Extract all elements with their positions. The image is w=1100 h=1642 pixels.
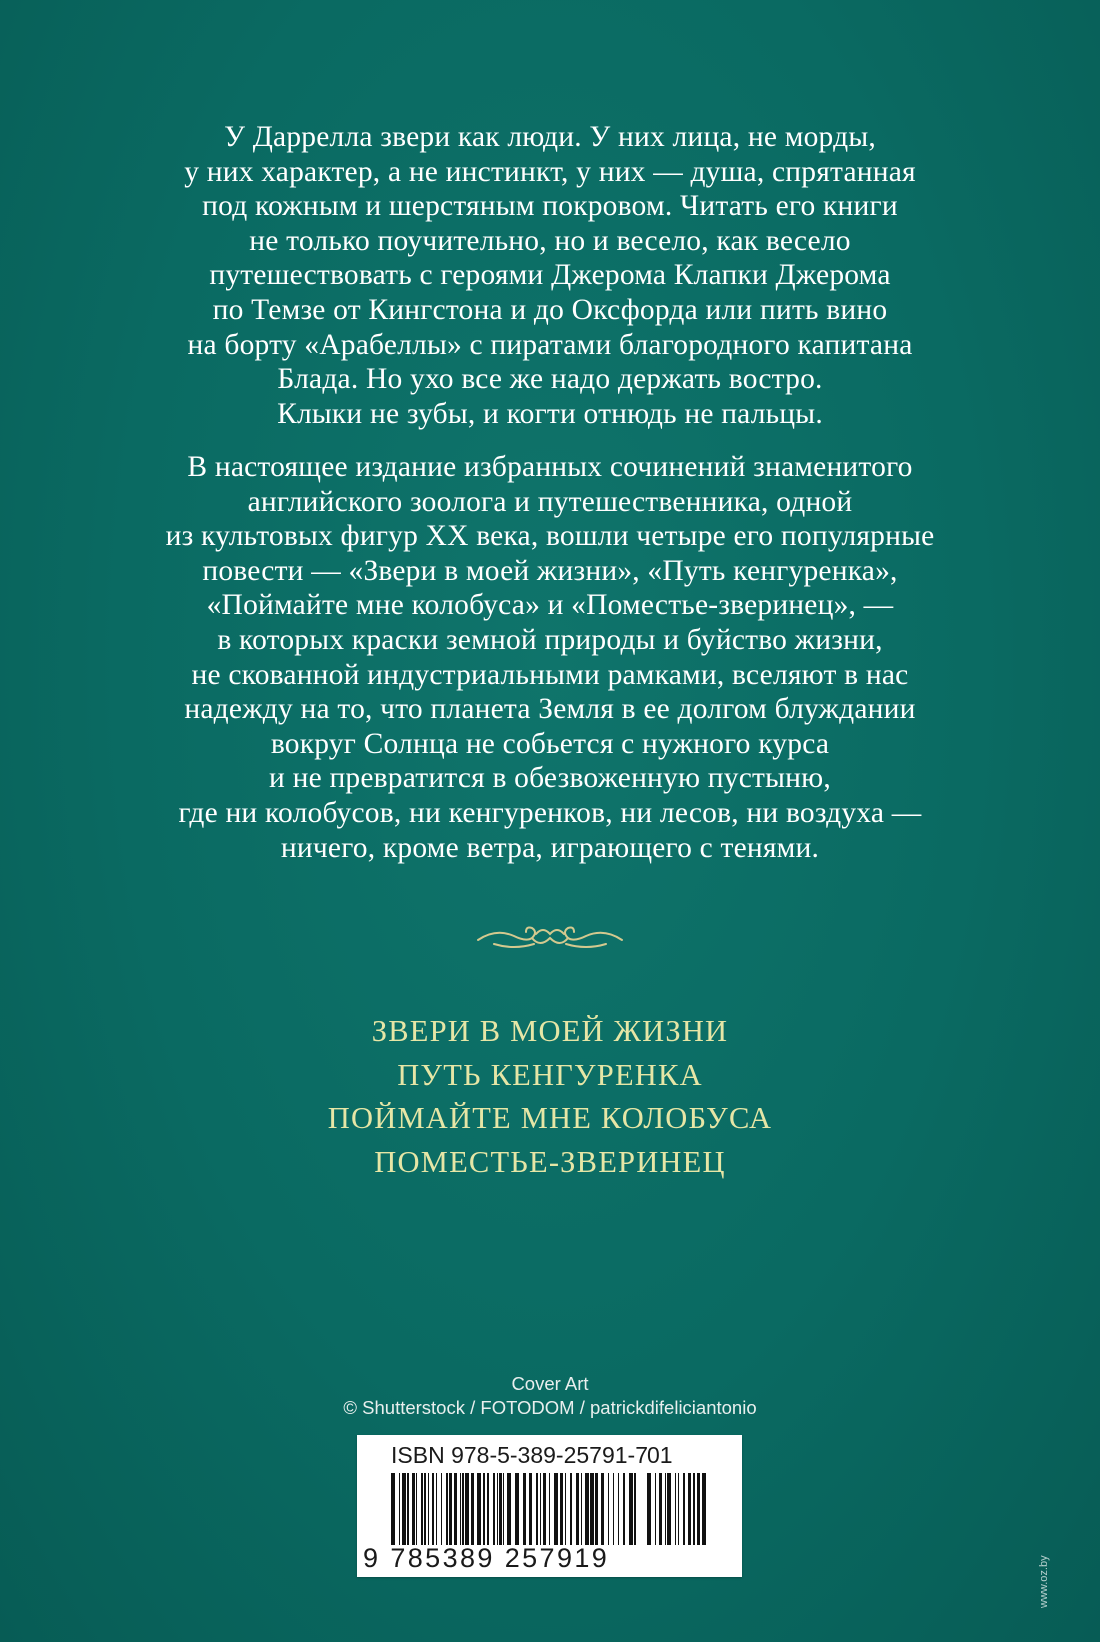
barcode-bar [623,1473,625,1545]
barcode-bar [618,1473,619,1545]
blurb-line: Клыки не зубы, и когти отнюдь не пальцы. [277,397,823,430]
barcode-bar [590,1473,594,1545]
barcode-bar [565,1473,566,1545]
barcode-bar [601,1473,604,1545]
blurb-line: надежду на то, что планета Земля в ее долгом блуждании [184,693,916,726]
barcode-bar [529,1473,532,1545]
blurb-line: по Темзе от Кингстона и до Оксфорда или пить вино [212,293,888,326]
blurb-line: У Даррелла звери как люди. У них лица, не морды, [224,121,876,153]
blurb-paragraph-1 [0,120,1100,431]
barcode-bar [595,1473,598,1545]
book-title-item: ЗВЕРИ В МОЕЙ ЖИЗНИ [371,1014,729,1048]
barcode-bar [428,1473,429,1545]
barcode-bar [543,1473,546,1545]
barcode-bar [585,1473,589,1545]
credits-label: Cover Art [511,1373,589,1394]
barcode-bar [487,1473,489,1545]
barcode-bar [667,1473,671,1545]
barcode-bar [697,1473,700,1545]
barcode-bar [683,1473,685,1545]
blurb-line: вокруг Солнца не собьется с нужного курса [270,727,830,760]
barcode-bar [421,1473,423,1545]
barcode-bar [647,1473,651,1545]
watermark: www.oz.by [1038,1555,1050,1608]
blurb-line: не только поучительно, но и весело, как весело [249,224,851,257]
barcode-bar [634,1473,636,1545]
barcode-bar [560,1473,563,1545]
blurb-line: на борту «Арабеллы» с пиратами благородного капитана [187,328,913,361]
barcode-bar [465,1473,469,1545]
blurb-line: путешествовать с героями Джерома Клапки Джерома [209,259,891,292]
barcode-digits: 9 785389 257919 [363,1543,610,1573]
barcode-bar [493,1473,495,1545]
blurb-line: В настоящее издание избранных сочинений знаменитого [187,451,913,483]
barcode-bar [507,1473,511,1545]
barcode-bar [608,1473,609,1545]
blurb-paragraph-2 [0,450,1100,865]
barcode-bar [499,1473,502,1545]
blurb-line: не скованной индустриальными рамками, вселяют в нас [191,658,909,691]
barcode-bar [503,1473,504,1545]
barcode-bar [424,1473,426,1545]
barcode-bars-icon [391,1473,637,1545]
barcode-bar [665,1473,666,1545]
isbn-barcode [357,1435,742,1577]
barcode-bar [483,1473,485,1545]
barcode-bar [693,1473,695,1545]
barcode-bar [454,1473,457,1545]
blurb-line: английского зоолога и путешественника, одной [247,485,853,518]
book-title-item: ПУТЬ КЕНГУРЕНКА [397,1057,703,1092]
barcode-bar [702,1473,706,1545]
barcode-bar [432,1473,434,1545]
barcode-bar [678,1473,679,1545]
barcode-bar [402,1473,406,1545]
blurb-line: где ни колобусов, ни кенгуренков, ни лесов, ни воздуха — [178,796,922,829]
barcode-bar [675,1473,676,1545]
barcode-bar [549,1473,550,1545]
barcode-bar [613,1473,614,1545]
barcode-bar [449,1473,452,1545]
blurb-line: повести — «Звери в моей жизни», «Путь кенгуренка», [202,554,898,587]
credits-source: © Shutterstock / FOTODOM / patrickdifeliciantonio [343,1397,757,1418]
barcode-addon-code: 01 [647,1442,673,1468]
flourish-divider-icon [474,918,626,958]
barcode-bar [536,1473,538,1545]
blurb-line: под кожным и шерстяным покровом. Читать его книги [202,190,898,223]
barcode-bar [416,1473,417,1545]
cover-art-credits [0,1372,1100,1420]
barcode-bar [436,1473,437,1545]
barcode-bar [471,1473,474,1545]
barcode-bar [688,1473,691,1545]
blurb-line: и не превратится в обезвоженную пустыню, [269,762,831,795]
barcode-bar [540,1473,541,1545]
barcode-bar [407,1473,409,1545]
blurb-line: у них характер, а не инстинкт, у них — душа, спрятанная [184,155,916,188]
barcode-bar [629,1473,633,1545]
barcode-bar [659,1473,662,1545]
barcode-bar [477,1473,481,1545]
barcode-bar [581,1473,582,1545]
barcode-bar [446,1473,448,1545]
barcode-bar [655,1473,656,1545]
book-titles-list [0,1010,1100,1184]
book-title-item: ПОМЕСТЬЕ-ЗВЕРИНЕЦ [374,1144,726,1179]
blurb-line: ничего, кроме ветра, играющего с тенями. [280,831,820,864]
blurb-line: в которых краски земной природы и буйство жизни, [217,623,883,656]
barcode-bar [576,1473,579,1545]
barcode-bar [412,1473,415,1545]
barcode-bar [515,1473,519,1545]
barcode-bar [523,1473,526,1545]
barcode-bar [391,1473,395,1545]
addon-bars-icon [647,1473,707,1545]
isbn-number: ISBN 978-5-389-25791-7 [391,1442,648,1468]
barcode-bar [497,1473,498,1545]
blurb-line: «Поймайте мне колобуса» и «Поместье-зверинец», — [206,589,894,622]
barcode-bar [462,1473,464,1545]
barcode-bar [554,1473,558,1545]
barcode-bar [441,1473,442,1545]
blurb-line: из культовых фигур XX века, вошли четыре его популярные [165,520,935,553]
blurb-line: Блада. Но ухо все же надо держать востро. [277,363,823,396]
barcode-bar [399,1473,400,1545]
barcode-bar [460,1473,461,1545]
barcode-bar [570,1473,572,1545]
book-title-item: ПОЙМАЙТЕ МНЕ КОЛОБУСА [327,1101,773,1135]
